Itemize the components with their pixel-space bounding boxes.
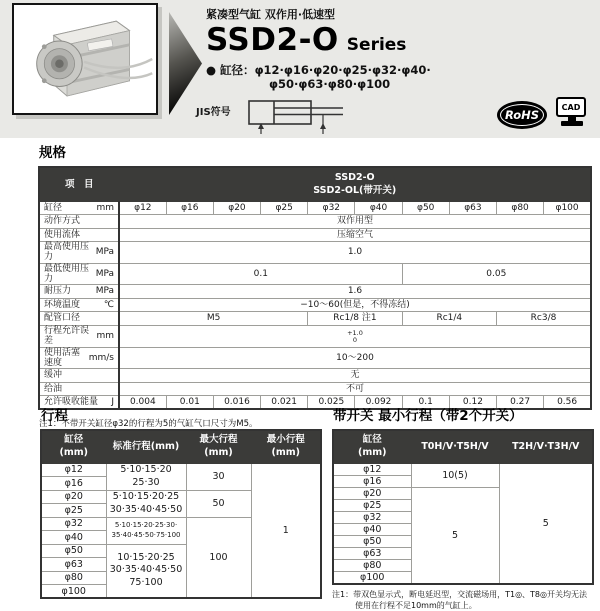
jis-symbol-label: JIS符号 xyxy=(196,107,231,118)
row-unit: J xyxy=(111,397,114,408)
stroke-section-title: 行程 xyxy=(41,408,68,424)
max-stroke-cell: 30 xyxy=(186,463,251,490)
rohs-badge-label: RoHS xyxy=(500,104,544,126)
bullet-icon: ● xyxy=(206,63,217,77)
spec-row-max-pressure xyxy=(39,242,591,264)
cell: Rc1/8 注1 xyxy=(308,312,402,326)
cell: 0.025 xyxy=(308,396,355,410)
jis-symbol-row xyxy=(196,99,347,137)
bore-cell: φ20 xyxy=(333,487,411,499)
spec-row-min-pressure xyxy=(39,263,591,285)
spec-row-piston-speed xyxy=(39,347,591,369)
cell: Rc1/4 xyxy=(402,312,496,326)
bore-size-list xyxy=(206,63,431,91)
spec-section-title: 规格 xyxy=(39,145,66,161)
spec-row-fluid xyxy=(39,228,591,242)
cell: Rc3/8 xyxy=(497,312,591,326)
jis-cylinder-symbol xyxy=(247,99,347,137)
header-bore: 缸径 (mm) xyxy=(333,430,411,463)
spec-row-stroke-tolerance xyxy=(39,325,591,347)
header-max-stroke: 最大行程 (mm) xyxy=(186,430,251,463)
spec-note: 注1：不带开关缸径φ32的行程为5的气缸气口尺寸为M5。 xyxy=(39,419,258,430)
spec-row-lubrication xyxy=(39,382,591,396)
product-subtitle: 紧凑型气缸 双作用·低速型 xyxy=(206,8,336,21)
bore-cell: φ80 xyxy=(333,559,411,571)
cell: 0.1 xyxy=(402,396,449,410)
bore-cell: φ63 xyxy=(41,558,106,572)
row-label: 缸径 xyxy=(44,202,63,213)
series-title xyxy=(206,22,431,58)
bore-cell: φ100 xyxy=(333,571,411,584)
row-label: 使用流体 xyxy=(44,229,81,240)
bore-cell: φ25 xyxy=(41,504,106,518)
cell: 0.01 xyxy=(166,396,213,410)
spec-row-action xyxy=(39,215,591,229)
row-label: 动作方式 xyxy=(44,216,81,227)
bore-cell: φ12 xyxy=(333,463,411,475)
cell: φ63 xyxy=(449,201,496,215)
cell: φ32 xyxy=(308,201,355,215)
standard-stroke-cell: 5·10·15·20 25·30 xyxy=(106,463,186,490)
spec-row-bore xyxy=(39,201,591,215)
bore-cell: φ100 xyxy=(41,585,106,599)
switch-stroke-section xyxy=(332,404,592,611)
cell: −10～60(但是，不得冻结) xyxy=(119,298,591,312)
stroke-header-row xyxy=(41,430,321,463)
row-unit: MPa xyxy=(95,268,114,279)
switch-stroke-table xyxy=(332,429,594,585)
spec-row-port-size xyxy=(39,312,591,326)
bore-cell: φ20 xyxy=(41,490,106,504)
cad-monitor-base xyxy=(561,121,583,126)
bore-label: 缸径： xyxy=(220,63,255,77)
cell: 1.0 xyxy=(119,242,591,264)
spec-row-proof-pressure xyxy=(39,285,591,299)
cell: φ80 xyxy=(497,201,544,215)
cell: 双作用型 xyxy=(119,215,591,229)
row-unit: mm xyxy=(96,202,114,213)
stroke-table xyxy=(40,429,322,599)
cell: 10～200 xyxy=(119,347,591,369)
bore-cell: φ50 xyxy=(333,535,411,547)
t0-value-cell: 10(5) xyxy=(411,463,499,487)
hero-text-block xyxy=(206,6,431,91)
bore-line-2: φ50·φ63·φ80·φ100 xyxy=(269,77,391,91)
bore-cell: φ32 xyxy=(41,517,106,531)
cell: φ12 xyxy=(119,201,166,215)
cell: 不可 xyxy=(119,382,591,396)
row-label: 缓冲 xyxy=(44,370,63,381)
row-unit: mm xyxy=(96,331,114,342)
row-unit: MPa xyxy=(95,286,114,297)
cell: φ40 xyxy=(355,201,402,215)
bore-cell: φ40 xyxy=(41,531,106,545)
bore-cell: φ80 xyxy=(41,571,106,585)
cell: 0.092 xyxy=(355,396,402,410)
cell: φ20 xyxy=(213,201,260,215)
cell: φ25 xyxy=(261,201,308,215)
header-min-stroke: 最小行程 (mm) xyxy=(251,430,321,463)
row-label: 行程允许误差 xyxy=(44,325,90,347)
row-unit: MPa xyxy=(95,247,114,258)
standard-stroke-cell: 5·10·15·20·25·30· 35·40·45·50·75·100 xyxy=(106,517,186,544)
header-standard-stroke: 标准行程(mm) xyxy=(106,430,186,463)
bore-line-1: ● 缸径：φ12·φ16·φ20·φ25·φ32·φ40· xyxy=(206,63,431,77)
row-label: 环境温度 xyxy=(44,299,81,310)
cell: 0.56 xyxy=(544,396,591,410)
bore-cell: φ32 xyxy=(333,511,411,523)
max-stroke-cell: 100 xyxy=(186,517,251,598)
spec-row-cushion xyxy=(39,369,591,383)
row-unit: mm/s xyxy=(88,352,114,363)
cell: φ100 xyxy=(544,201,591,215)
row-unit: ℃ xyxy=(103,299,114,310)
table-row xyxy=(333,463,593,475)
cell: +1.0 0 xyxy=(119,325,591,347)
switch-header-row xyxy=(333,430,593,463)
cell: 0.05 xyxy=(402,263,591,285)
cylinder-photo-illustration xyxy=(14,5,156,113)
cell: 0.1 xyxy=(119,263,402,285)
max-stroke-cell: 50 xyxy=(186,490,251,517)
bore-cell: φ16 xyxy=(333,475,411,487)
bore-cell: φ63 xyxy=(333,547,411,559)
min-stroke-cell: 1 xyxy=(251,463,321,598)
spec-header-row xyxy=(39,167,591,201)
bore-cell: φ16 xyxy=(41,477,106,491)
stroke-section xyxy=(40,404,322,599)
standard-stroke-cell: 10·15·20·25 30·35·40·45·50 75·100 xyxy=(106,544,186,598)
row-label: 耐压力 xyxy=(44,286,72,297)
spec-header-item: 项 目 xyxy=(39,167,119,201)
row-label: 给油 xyxy=(44,383,63,394)
cell: 0.016 xyxy=(213,396,260,410)
cell: φ16 xyxy=(166,201,213,215)
bore-cell: φ25 xyxy=(333,499,411,511)
hero-banner xyxy=(0,0,600,138)
cad-monitor-icon: CAD xyxy=(556,97,586,117)
spec-table xyxy=(38,166,592,410)
product-photo xyxy=(12,3,158,115)
bore-cell: φ40 xyxy=(333,523,411,535)
cell: 0.004 xyxy=(119,396,166,410)
row-label: 允许吸收能量 xyxy=(44,397,99,408)
cell: 无 xyxy=(119,369,591,383)
row-label: 配管口径 xyxy=(44,313,81,324)
t0-value-cell: 5 xyxy=(411,487,499,584)
cell: 0.27 xyxy=(497,396,544,410)
switch-note: 注1：带双色显示式，断电延迟型，交流磁场用，T1◎、T8◎开关均无法 使用在行程不足10mm的气缸上。 xyxy=(332,589,588,610)
row-label: 使用活塞速度 xyxy=(44,347,81,368)
header-t0-switch: T0H/V·T5H/V xyxy=(411,430,499,463)
cell: 压缩空气 xyxy=(119,228,591,242)
spec-row-ambient-temp xyxy=(39,298,591,312)
header-t2-switch: T2H/V·T3H/V xyxy=(499,430,593,463)
t2-value-cell: 5 xyxy=(499,463,593,584)
row-label: 最低使用压力 xyxy=(44,263,90,285)
header-bore: 缸径 (mm) xyxy=(41,430,106,463)
series-suffix: Series xyxy=(346,35,407,55)
switch-section-title: 带开关 最小行程（带2个开关） xyxy=(333,408,523,424)
cell: 0.021 xyxy=(261,396,308,410)
bore-cell: φ12 xyxy=(41,463,106,477)
cell: 0.12 xyxy=(449,396,496,410)
cad-badge xyxy=(556,97,588,126)
standard-stroke-cell: 5·10·15·20·25 30·35·40·45·50 xyxy=(106,490,186,517)
rohs-badge xyxy=(497,101,547,129)
spec-section xyxy=(38,141,592,429)
spec-header-series: SSD2-O SSD2-OL(带开关) xyxy=(119,167,591,201)
series-name: SSD2-O xyxy=(206,22,339,58)
cell: M5 xyxy=(119,312,308,326)
row-label: 最高使用压力 xyxy=(44,242,90,263)
cell: φ50 xyxy=(402,201,449,215)
bore-cell: φ50 xyxy=(41,544,106,558)
table-row xyxy=(41,463,321,477)
cell: 1.6 xyxy=(119,285,591,299)
